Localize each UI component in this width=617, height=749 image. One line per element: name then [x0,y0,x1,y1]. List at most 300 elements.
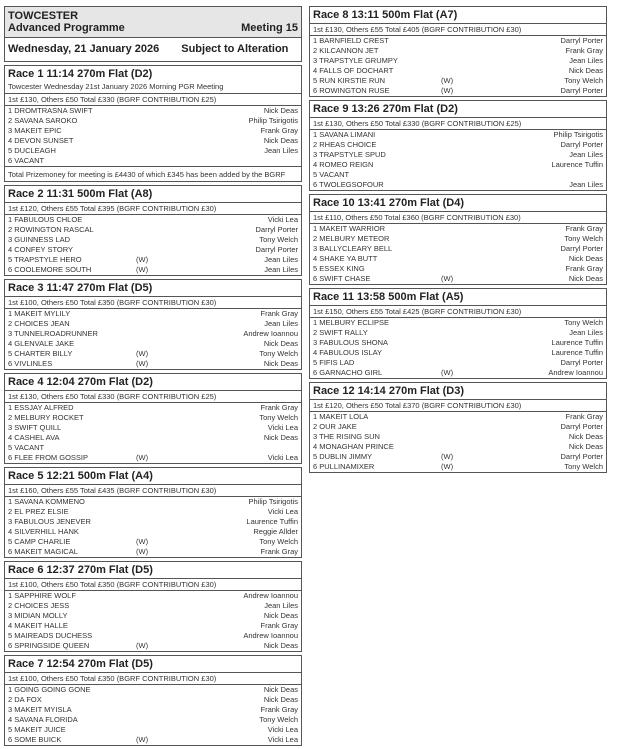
runner-name: 2 ROWINGTON RASCAL [8,225,94,234]
runner-name: 3 SWIFT QUILL [8,423,62,432]
runner-row [310,150,606,160]
runner-trainer: Nick Deas [568,442,603,451]
runner-wide-marker [136,685,176,695]
runner-wide-marker [441,432,481,442]
runner-trainer: Frank Gray [565,46,603,55]
runner-wide-marker [136,245,176,255]
runner-name: 1 GOING GOING GONE [8,685,91,694]
runner-wide-marker: (W) [441,368,454,377]
runner-row [310,86,606,96]
runner-name: 4 SAVANA FLORIDA [8,715,78,724]
runner-wide-marker [136,403,176,413]
runner-name: 5 MAKEIT JUICE [8,725,66,734]
runner-trainer: Philip Tsirigotis [248,497,298,506]
runner-wide-marker [136,725,176,735]
runner-wide-marker: (W) [136,735,149,744]
runner-wide-marker [136,695,176,705]
race-prize: 1st £130, Others £55 Total £405 (BGRF CONTRIBUTION £30) [310,23,606,36]
runner-name: 4 ROMEO REIGN [313,160,374,169]
runner-row [5,215,301,225]
runner-wide-marker: (W) [136,349,149,358]
runner-name: 5 FIFIS LAD [313,358,355,367]
runner-name: 6 FLEE FROM GOSSIP [8,453,89,462]
runner-trainer: Jean Liles [264,255,298,264]
runner-name: 4 SHAKE YA BUTT [313,254,378,263]
runner-wide-marker [441,150,481,160]
race-prize: 1st £130, Others £50 Total £330 (BGRF CONTRIBUTION £25) [5,390,301,403]
runner-wide-marker [136,146,176,156]
runner-trainer: Tony Welch [259,537,298,546]
runner-row [5,705,301,715]
race-title: Race 12 14:14 270m Flat (D3) [313,385,465,397]
runner-row [310,452,606,462]
runner-name: 6 SWIFT CHASE [313,274,371,283]
runner-row [5,517,301,527]
race-card [4,655,302,746]
race-card [309,100,607,191]
runner-trainer: Jean Liles [264,319,298,328]
runner-wide-marker: (W) [136,359,149,368]
runner-row [5,309,301,319]
runner-name: 4 MONAGHAN PRINCE [313,442,394,451]
runner-trainer: Frank Gray [260,403,298,412]
race-prize: 1st £130, Others £50 Total £330 (BGRF CONTRIBUTION £25) [310,117,606,130]
runner-name: 1 ESSJAY ALFRED [8,403,74,412]
runner-row [5,116,301,126]
runner-row [310,338,606,348]
runner-name: 2 MELBURY ROCKET [8,413,84,422]
alteration-note: Subject to Alteration [181,43,289,55]
race-title: Race 8 13:11 500m Flat (A7) [313,9,458,21]
race-prize: 1st £130, Others £50 Total £330 (BGRF CONTRIBUTION £25) [5,93,301,106]
race-card [4,185,302,276]
runner-row [310,432,606,442]
runner-row [5,423,301,433]
runner-wide-marker [441,264,481,274]
runner-trainer: Nick Deas [568,254,603,263]
runner-name: 2 EL PREZ ELSIE [8,507,69,516]
race-title: Race 6 12:37 270m Flat (D5) [8,564,153,576]
runner-name: 4 FABULOUS ISLAY [313,348,383,357]
runner-trainer: Andrew Ioannou [243,591,298,600]
runner-name: 1 BARNFIELD CREST [313,36,389,45]
meeting-date: Wednesday, 21 January 2026 [8,43,160,55]
runner-row [5,433,301,443]
runner-row [5,453,301,463]
runner-wide-marker [441,140,481,150]
race-title: Race 5 12:21 500m Flat (A4) [8,470,153,482]
race-prize: 1st £160, Others £55 Total £435 (BGRF CONTRIBUTION £30) [5,484,301,497]
runner-name: 3 FABULOUS JENEVER [8,517,91,526]
meeting-prizemoney-total: Total Prizemoney for meeting is £4430 of which £345 has been added by the BGRF [5,166,301,181]
runner-name: 6 GARNACHO GIRL [313,368,383,377]
runner-row [5,527,301,537]
race-card [309,382,607,473]
race-title: Race 10 13:41 270m Flat (D4) [313,197,465,209]
runner-row [5,497,301,507]
runner-wide-marker [441,66,481,76]
runner-trainer [176,443,298,453]
runner-trainer: Nick Deas [568,66,603,75]
runner-row [5,601,301,611]
runner-row [310,318,606,328]
runner-row [310,36,606,46]
runner-name: 1 MAKEIT WARRIOR [313,224,386,233]
runner-wide-marker [136,601,176,611]
runner-trainer: Nick Deas [263,106,298,115]
runner-trainer: Vicki Lea [267,453,298,462]
runner-wide-marker [136,507,176,517]
runner-name: 3 MAKEIT EPIC [8,126,62,135]
runner-name: 4 DEVON SUNSET [8,136,74,145]
runner-wide-marker [136,126,176,136]
runner-trainer: Tony Welch [564,76,603,85]
runner-wide-marker [441,412,481,422]
runner-row [310,234,606,244]
runner-trainer: Vicki Lea [267,423,298,432]
runner-name: 3 TRAPSTYLE GRUMPY [313,56,398,65]
race-card [4,373,302,464]
runner-name: 3 MAKEIT MYISLA [8,705,72,714]
runner-wide-marker: (W) [441,76,454,85]
runner-wide-marker [136,433,176,443]
race-title: Race 2 11:31 500m Flat (A8) [8,188,153,200]
runner-trainer: Frank Gray [565,412,603,421]
runner-name: 6 SPRINGSIDE QUEEN [8,641,90,650]
runner-trainer: Nick Deas [568,432,603,441]
runner-name: 5 DUBLIN JIMMY [313,452,373,461]
runner-name: 2 SWIFT RALLY [313,328,368,337]
runner-row [5,106,301,116]
runner-name: 4 CASHEL AVA [8,433,60,442]
runner-trainer: Tony Welch [564,234,603,243]
runner-row [310,46,606,56]
runner-trainer: Nick Deas [263,136,298,145]
runner-row [5,339,301,349]
runner-row [5,265,301,275]
runner-wide-marker: (W) [136,537,149,546]
runner-wide-marker [136,413,176,423]
runner-row [5,359,301,369]
runner-wide-marker [441,160,481,170]
runner-trainer: Nick Deas [263,695,298,704]
runner-wide-marker [441,442,481,452]
runner-wide-marker: (W) [441,462,454,471]
race-title: Race 4 12:04 270m Flat (D2) [8,376,153,388]
runner-wide-marker [441,244,481,254]
runner-wide-marker [441,234,481,244]
runner-trainer: Nick Deas [263,641,298,650]
runner-trainer: Nick Deas [263,611,298,620]
race-card [4,467,302,558]
runner-trainer: Laurence Tuffin [551,160,603,169]
runner-name: 2 DA FOX [8,695,42,704]
race-title: Race 11 13:58 500m Flat (A5) [313,291,464,303]
runner-row [5,621,301,631]
race-prize: 1st £150, Others £55 Total £425 (BGRF CONTRIBUTION £30) [310,305,606,318]
runner-row [5,319,301,329]
runner-wide-marker [441,348,481,358]
runner-wide-marker [136,423,176,433]
runner-trainer: Tony Welch [259,715,298,724]
runner-wide-marker [136,339,176,349]
runner-wide-marker [136,225,176,235]
runner-row [5,735,301,745]
runner-trainer: Vicki Lea [267,507,298,516]
race-title: Race 1 11:14 270m Flat (D2) [8,68,153,80]
runner-trainer: Andrew Ioannou [243,631,298,640]
runner-wide-marker [136,621,176,631]
runner-row [310,264,606,274]
runner-wide-marker [441,338,481,348]
runner-row [310,56,606,66]
runner-wide-marker [441,224,481,234]
runner-wide-marker: (W) [136,255,149,264]
runner-trainer: Darryl Porter [255,245,298,254]
runner-name: 5 VACANT [8,443,45,452]
runner-trainer: Darryl Porter [560,452,603,461]
venue-title: TOWCESTER [8,10,79,22]
race-info: Towcester Wednesday 21st January 2026 Morning PGR Meeting [8,82,224,91]
runner-row [5,225,301,235]
runner-row [310,422,606,432]
runner-wide-marker [136,309,176,319]
runner-trainer: Nick Deas [263,339,298,348]
runner-wide-marker [136,235,176,245]
runner-name: 3 GUINNESS LAD [8,235,71,244]
runner-wide-marker [441,328,481,338]
runner-wide-marker: (W) [136,547,149,556]
runner-name: 2 SAVANA SAROKO [8,116,78,125]
runner-row [5,611,301,621]
runner-trainer: Frank Gray [260,547,298,556]
runner-row [5,255,301,265]
runner-trainer: Frank Gray [565,264,603,273]
runner-trainer: Frank Gray [565,224,603,233]
race-prize: 1st £120, Others £55 Total £395 (BGRF CONTRIBUTION £30) [5,202,301,215]
runner-name: 3 MIDIAN MOLLY [8,611,68,620]
runner-name: 2 KILCANNON JET [313,46,379,55]
runner-trainer: Vicki Lea [267,725,298,734]
runner-row [5,695,301,705]
runner-name: 1 DROMTRASNA SWIFT [8,106,93,115]
runner-row [5,685,301,695]
runner-wide-marker [441,422,481,432]
runner-name: 3 THE RISING SUN [313,432,380,441]
runner-trainer: Philip Tsirigotis [553,130,603,139]
runner-name: 2 OUR JAKE [313,422,357,431]
runner-trainer: Tony Welch [259,349,298,358]
runner-trainer: Tony Welch [259,235,298,244]
runner-row [5,413,301,423]
race-card [309,6,607,97]
runner-wide-marker [441,36,481,46]
date-bar [4,37,302,62]
runner-trainer: Nick Deas [568,274,603,283]
runner-row [310,170,606,180]
runner-wide-marker: (W) [441,452,454,461]
runner-name: 5 DUCLEAGH [8,146,56,155]
runner-wide-marker [136,329,176,339]
runner-row [5,537,301,547]
runner-trainer: Jean Liles [569,180,603,189]
runner-trainer: Nick Deas [263,359,298,368]
runner-wide-marker [441,170,481,180]
runner-row [5,126,301,136]
runner-wide-marker [136,497,176,507]
runner-name: 5 CAMP CHARLIE [8,537,71,546]
race-title: Race 9 13:26 270m Flat (D2) [313,103,458,115]
runner-name: 4 FALLS OF DOCHART [313,66,394,75]
runner-row [5,443,301,453]
race-card [4,561,302,652]
runner-name: 5 ESSEX KING [313,264,365,273]
runner-wide-marker [441,358,481,368]
runner-trainer: Frank Gray [260,126,298,135]
runner-name: 4 CONFEY STORY [8,245,74,254]
runner-name: 1 MAKEIT MYLILY [8,309,71,318]
runner-name: 3 FABULOUS SHONA [313,338,389,347]
runner-row [5,156,301,166]
runner-wide-marker: (W) [136,265,149,274]
runner-trainer: Tony Welch [564,462,603,471]
runner-wide-marker: (W) [441,274,454,283]
runner-row [5,591,301,601]
runner-name: 5 VACANT [313,170,350,179]
runner-name: 1 SAPPHIRE WOLF [8,591,76,600]
runner-row [310,160,606,170]
runner-wide-marker [136,611,176,621]
runner-row [5,715,301,725]
runner-name: 6 VIVLINLES [8,359,53,368]
runner-row [5,403,301,413]
runner-name: 3 TUNNELROADRUNNER [8,329,98,338]
runner-wide-marker [441,180,481,190]
runner-name: 5 TRAPSTYLE HERO [8,255,82,264]
race-card [309,288,607,379]
runner-row [310,180,606,190]
runner-name: 2 RHEAS CHOICE [313,140,377,149]
runner-wide-marker [136,116,176,126]
runner-wide-marker [136,319,176,329]
runner-row [5,349,301,359]
runner-row [310,328,606,338]
runner-trainer: Darryl Porter [255,225,298,234]
runner-wide-marker [136,215,176,225]
runner-trainer: Frank Gray [260,309,298,318]
race-prize: 1st £110, Others £50 Total £360 (BGRF CONTRIBUTION £30) [310,211,606,224]
runner-name: 6 ROWINGTON RUSE [313,86,390,95]
runner-name: 4 MAKEIT HALLE [8,621,68,630]
race-prize: 1st £100, Others £50 Total £350 (BGRF CONTRIBUTION £30) [5,672,301,685]
runner-row [5,245,301,255]
runner-wide-marker [441,56,481,66]
runner-name: 4 SILVERHILL HANK [8,527,79,536]
runner-trainer: Philip Tsirigotis [248,116,298,125]
runner-name: 6 COOLEMORE SOUTH [8,265,92,274]
runner-row [310,274,606,284]
runner-row [5,725,301,735]
runner-trainer: Frank Gray [260,621,298,630]
runner-trainer: Darryl Porter [560,244,603,253]
runner-row [310,224,606,234]
runner-wide-marker [136,136,176,146]
runner-name: 6 VACANT [8,156,45,165]
runner-name: 2 CHOICES JEAN [8,319,70,328]
runner-wide-marker [136,631,176,641]
runner-wide-marker [136,443,176,453]
race-card [4,279,302,370]
runner-row [5,136,301,146]
runner-wide-marker: (W) [136,641,149,650]
runner-name: 5 RUN KIRSTIE RUN [313,76,386,85]
runner-trainer [176,156,298,166]
runner-wide-marker: (W) [441,86,454,95]
runner-trainer: Andrew Ioannou [548,368,603,377]
runner-trainer: Jean Liles [569,56,603,65]
runner-row [5,631,301,641]
runner-trainer: Nick Deas [263,685,298,694]
runner-row [310,462,606,472]
runner-wide-marker [136,156,176,166]
runner-trainer: Darryl Porter [560,358,603,367]
runner-trainer: Laurence Tuffin [551,348,603,357]
runner-row [5,507,301,517]
left-column [4,6,302,749]
programme-title: Advanced Programme [8,22,125,34]
runner-row [310,254,606,264]
runner-name: 6 MAKEIT MAGICAL [8,547,78,556]
runner-trainer: Nick Deas [263,433,298,442]
runner-wide-marker [441,254,481,264]
race-title: Race 3 11:47 270m Flat (D5) [8,282,153,294]
runner-wide-marker [136,591,176,601]
runner-name: 1 FABULOUS CHLOE [8,215,83,224]
runner-wide-marker [136,517,176,527]
runner-trainer: Andrew Ioannou [243,329,298,338]
race-card [309,194,607,285]
race-title: Race 7 12:54 270m Flat (D5) [8,658,153,670]
runner-name: 2 CHOICES JESS [8,601,70,610]
runner-row [5,329,301,339]
runner-wide-marker [136,527,176,537]
race-card [4,65,302,182]
runner-name: 6 SOME BUICK [8,735,62,744]
runner-trainer: Reggie Allder [253,527,298,536]
runner-trainer: Jean Liles [569,328,603,337]
runner-name: 6 PULLINAMIXER [313,462,375,471]
runner-trainer: Tony Welch [259,413,298,422]
race-prize: 1st £120, Others £50 Total £370 (BGRF CONTRIBUTION £30) [310,399,606,412]
runner-row [5,146,301,156]
right-column [309,6,607,476]
runner-wide-marker [441,130,481,140]
runner-trainer: Laurence Tuffin [246,517,298,526]
runner-trainer: Darryl Porter [560,422,603,431]
runner-wide-marker [441,46,481,56]
runner-name: 1 MELBURY ECLIPSE [313,318,390,327]
runner-row [5,641,301,651]
runner-wide-marker [136,106,176,116]
runner-name: 5 MAIREADS DUCHESS [8,631,93,640]
runner-trainer: Jean Liles [569,150,603,159]
race-prize: 1st £100, Others £50 Total £350 (BGRF CONTRIBUTION £30) [5,578,301,591]
programme-header [4,6,302,38]
runner-row [310,412,606,422]
meeting-number: Meeting 15 [241,22,298,34]
runner-row [310,66,606,76]
runner-name: 3 TRAPSTYLE SPUD [313,150,386,159]
